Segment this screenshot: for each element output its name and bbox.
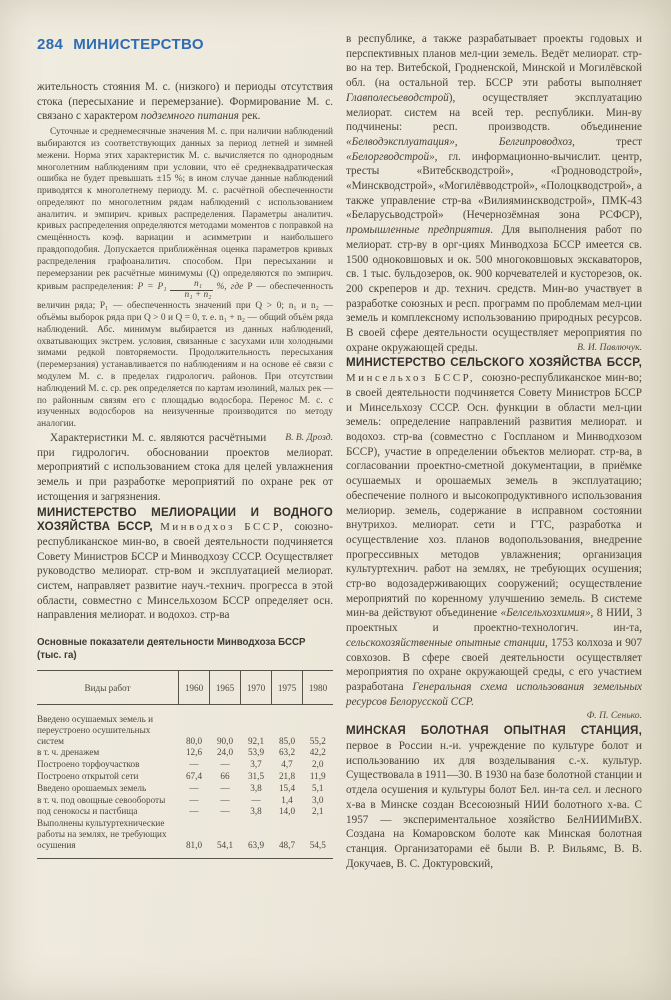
cell: 1,4 — [281, 794, 293, 805]
author-signature: Ф. П. Сенько. — [586, 710, 642, 722]
italic-term: «Белсельхозхимия», — [500, 607, 594, 620]
cell: 48,7 — [278, 839, 296, 850]
paragraph — [37, 431, 333, 505]
cell: 80,0 — [185, 735, 203, 746]
cell: 42,2 — [309, 747, 326, 758]
cell: 90,0 — [216, 735, 234, 746]
cell: 63,2 — [278, 747, 296, 758]
cell: — — [251, 794, 261, 805]
column-header-year: 1975 — [272, 671, 303, 705]
column-header-year: 1970 — [241, 671, 272, 705]
table-row — [37, 747, 333, 759]
cell: 14,0 — [278, 806, 296, 817]
text-segment: Суточные и среднемесячные значения М. с. при наличии наблюдений выбираются из соответствующих данных за период летней и зимней межени. Норма этих характеристик М. с. вычисляется по однородным многолетним наблюдениям при условии, что её среднеквадратическая ошибка не будет превышать ±15 %; в ином случае данные наблюдений приводятся к многолетнему периоду. М. с. расчётной обеспеченности определяют по многолетним рядам наблюдений с использованием аналитич. и эмпирич. кривых распределения. Параметры аналитич. кривых распределения определяются методами моментов с поправкой на смещённость коэф. вариации и асимметрии и наибольшего правдоподобия. Допускается приближённая оценка параметров кривых распределения графоаналитич. способом. При пересыхании и перемерзании рек расчётные минимумы (Q) определяются по эмпирич. кривым распределения: — [37, 127, 333, 293]
text-segment: 1753 колхоза и 907 совхозов. В сфере своей деятельности осуществляет мероприятия по охране окружающей среды, с его участием разработана — [346, 636, 642, 693]
cell: 2,0 — [312, 759, 324, 770]
cell: 3,8 — [250, 806, 262, 817]
text-segment: P — обеспеченность величин ряда; P₁ — обеспеченность значений при Q > 0; n₁ и n₂ — объёмы выборок ряда при Q > 0 и Q = 0, т. е. n₁ + n₂ — общий объём ряда наблюдений. Абс. минимум выбирается из данных наблюдений, охватывающих экстрем. условия, связанные с засухами или холодными зимами редкой повторяемости. Продолжительность пересыхания (перемерзания) устанавливается по наблюдениям и на основе её связи с модулем М. с. в пределах гидрологич. районов. При отсутствии наблюдений М. с. ср. рек определяется по картам изолиний, малых рек — по районным связям его с площадью водосбора. Перенос М. с. с изученных водосборов на неизученные производится по методу аналогии. — [37, 282, 333, 430]
cell: 21,8 — [278, 770, 296, 781]
article-subheading: Минводхоз БССР, — [160, 521, 295, 534]
article-minsk-bog-station — [346, 724, 642, 871]
cell: 63,9 — [247, 839, 265, 850]
text-segment: 8 НИИ, 3 проектных и проектно-технологич. ин-та, — [346, 607, 642, 635]
article-ministry-melioration — [37, 506, 333, 624]
cell: 92,1 — [247, 735, 265, 746]
formula-tail: %, где — [216, 282, 248, 293]
article-heading: МИНИСТЕРСТВО МЕЛИОРАЦИИ И ВОДНОГО ХОЗЯЙСТВА БССР, — [37, 505, 333, 534]
left-column — [37, 32, 333, 972]
cell: 54,5 — [309, 839, 326, 850]
cell: 5,1 — [312, 782, 324, 793]
stats-table-body — [37, 704, 333, 859]
cell: 53,9 — [247, 747, 265, 758]
row-label: в т. ч. под овощные севообороты — [37, 794, 166, 805]
table-title: Основные показатели деятельности Минводхоза БССР — [37, 637, 306, 649]
small-print-paragraph — [37, 127, 333, 431]
fraction-numerator: n₁ — [170, 280, 214, 291]
text-segment: первое в России н.-и. учреждение по культуре болот и использованию их для возделывания с.-х. культур. Существовала в 1911—30. В 1930 на базе болотной станции и отдела осушения и культуры болот Бел. ин-та сел. и лесного х-ва в Минске создан Всесоюзный НИИ болотного х-ва. С 1957 — экспериментальное хозяйство БелНИИМиВХ. Создана на Комаровском болоте как Минская болотная станция. Организаторами её были В. Р. Вильямс, В. В. Докучаев, В. С. Доктуровский, — [346, 740, 642, 870]
row-label: Построено торфоучастков — [37, 759, 140, 770]
running-title: МИНИСТЕРСТВО — [73, 36, 204, 53]
fraction-denominator: n₁ + n₂ — [184, 290, 212, 301]
stats-table — [37, 670, 333, 859]
cell: 3,7 — [250, 759, 262, 770]
table-subtitle: (тыс. га) — [37, 650, 77, 662]
row-label: Введено осушаемых земель и переустроено осушительных систем — [37, 713, 153, 746]
cell: 31,5 — [247, 770, 265, 781]
article-continuation — [346, 32, 642, 355]
row-label: Построено открытой сети — [37, 770, 139, 781]
cell: 67,4 — [185, 770, 203, 781]
page-number: 284 — [37, 36, 64, 53]
running-head — [37, 36, 333, 53]
row-label: в т. ч. дренажем — [37, 747, 100, 758]
cell: — — [189, 782, 199, 793]
italic-term: промышленные предприятия — [346, 224, 491, 237]
cell: 4,7 — [281, 759, 293, 770]
table-row — [37, 759, 333, 771]
cell: — — [189, 806, 199, 817]
cell: 85,0 — [278, 735, 296, 746]
formula-lhs: P = P₁ — [137, 282, 167, 293]
row-label: под сенокосы и пастбища — [37, 806, 138, 817]
column-header-year: 1980 — [303, 671, 334, 705]
cell: — — [220, 759, 230, 770]
text-segment: рек. — [238, 110, 261, 123]
paragraph-continuation — [37, 80, 333, 124]
article-ministry-agriculture — [346, 356, 642, 709]
text-segment: . Для выполнения работ по мелиорат. стр-ву в орг-циях Минводхоза БССР имеется св. 1500 одноковшовых и ок. 500 многоковшовых экскаваторов, св. 1 тыс. бульдозеров, ок. 900 корчевателей и кусторезов, ок. 200 скреперов и др. технич. средств. Мин-во участвует в разработке союзных и респ. программ по проблемам мел-ции земель и комплексному использованию природных ресурсов. В своей сфере деятельности осуществляет мероприятия по охране окружающей среды. — [346, 224, 642, 354]
row-label: Выполнены культуртехнические работы на землях, не требующих осушения — [37, 818, 167, 850]
text-segment: Характеристики М. с. являются расчётными при гидрологич. обосновании проектов мелиорат. мероприятий с использованием стока для целей увлажнения земель и при разработке мероприятий по охране рек от истощения и загрязнения. — [37, 431, 333, 503]
right-column — [346, 32, 642, 972]
table-row — [37, 794, 333, 806]
text-segment: жительность стояния М. с. (низкого) и периоды отсутствия стока (пересыхание и перемерзание). Формирование М. с. связано с характером — [37, 81, 333, 123]
table-row — [37, 782, 333, 794]
cell: 12,6 — [185, 747, 203, 758]
cell: 55,2 — [309, 735, 326, 746]
article-subheading: Минсельхоз БССР, — [346, 372, 482, 385]
italic-term: Главполесьеводстрой — [346, 91, 449, 104]
table-row — [37, 818, 333, 859]
table-row — [37, 704, 333, 746]
probability-formula — [137, 279, 248, 301]
italic-term: подземного питания — [140, 110, 239, 123]
italic-term: «Белоргводстрой», — [346, 150, 438, 163]
cell: 3,0 — [312, 794, 324, 805]
table-row — [37, 770, 333, 782]
text-segment: союзно-республиканское мин-во, в своей деятельности подчиняется Совету Министров БССР и Минводхозу СССР. Осуществляет руководство мелиорат. стр-вом и эксплуатацией мелиорат. систем, направляет развитие науч.-технич. прогресса в этой области, совместно с Минсельхозом БССР определяет осн. направления мелиорат. и водохоз. стр-ва — [37, 521, 334, 622]
article-heading: МИНСКАЯ БОЛОТНАЯ ОПЫТНАЯ СТАНЦИЯ, — [346, 724, 642, 738]
article-heading: МИНИСТЕРСТВО СЕЛЬСКОГО ХОЗЯЙСТВА БССР, — [346, 356, 642, 370]
text-segment: трест — [574, 135, 642, 148]
author-signature: В. В. Дрозд. — [285, 431, 333, 443]
formula-fraction — [170, 280, 214, 301]
text-segment: ), осуществляет эксплуатацию мелиорат. систем на всей тер. республики. Мин-ву подчинены: респ. производств. объединение — [346, 91, 642, 134]
author-signature: В. И. Павлючук. — [577, 341, 642, 353]
cell: — — [220, 794, 230, 805]
cell: 11,9 — [309, 770, 326, 781]
text-segment: союзно-республиканское мин-во; в своей деятельности подчиняется Совету Министров БССР и Минсельхозу СССР. Осн. функции в области мел-ции земель: определение направлений развития мелиорат. и водохоз. стр-ва (совместно с Госпланом и Минводхозом БССР), участие в определении объектов мелиорат. стр-ва, в согласовании проектно-сметной документации, в приёмке осушаемых и орошаемых земель в эксплуатацию; обеспечение полного и высокопродуктивного использования мелиорир. земель, содержание в исправном состоянии внутрихоз. мелиорат. сети и ГТС, разработка и осуществление хоз. планов водопользования, внедрение прогрессивных методов увлажнения; организация культуртехнич. работ на землях, не требующих осушения; стр-во водозадерживающих сооружений; осуществление мероприятий по коренному улучшению земель. В системе мин-ва действуют объединение — [346, 372, 642, 620]
cell: — — [189, 759, 199, 770]
table-row — [37, 806, 333, 818]
cell: 66 — [220, 770, 230, 781]
cell: 24,0 — [216, 747, 234, 758]
italic-term: сельскохозяйственные опытные станции, — [346, 636, 548, 649]
text-segment: гл. информационно-вычислит. центр, тресты «Витебскводстрой», «Гродноводстрой», «Минскводстрой», «Могилёвводстрой», «Полоцкводстрой», а также управление стр-ва «Вилияминскводстрой», ПМК-43 «Беларусьводстрой» (Нечернозёмная зона РСФСР), — [346, 150, 642, 222]
column-header-year: 1965 — [210, 671, 241, 705]
stats-table-header — [37, 671, 333, 705]
row-label: Введено орошаемых земель — [37, 782, 147, 793]
cell: — — [220, 782, 230, 793]
italic-term: «Белводэксплуатация», Белгипроводхоз, — [346, 135, 575, 148]
cell: — — [189, 794, 199, 805]
text-segment: в республике, а также разрабатывает проекты годовых и перспективных планов мел-ции земель. Ведёт мелиорат. стр-во на тер. Витебской, Гродненской, Минской и Могилёвской обл. (на остальной тер. БССР эти работы выполняет — [346, 33, 642, 90]
cell: 81,0 — [185, 839, 203, 850]
page-content — [37, 32, 641, 972]
column-header-year: 1960 — [179, 671, 210, 705]
cell: 15,4 — [278, 782, 296, 793]
cell: 3,8 — [250, 782, 262, 793]
cell: 54,1 — [216, 839, 234, 850]
italic-term: Генеральная схема использования земельных ресурсов Белорусской ССР. — [346, 680, 642, 708]
column-header-works: Виды работ — [37, 671, 179, 705]
cell: 2,1 — [312, 806, 324, 817]
cell: — — [220, 806, 230, 817]
